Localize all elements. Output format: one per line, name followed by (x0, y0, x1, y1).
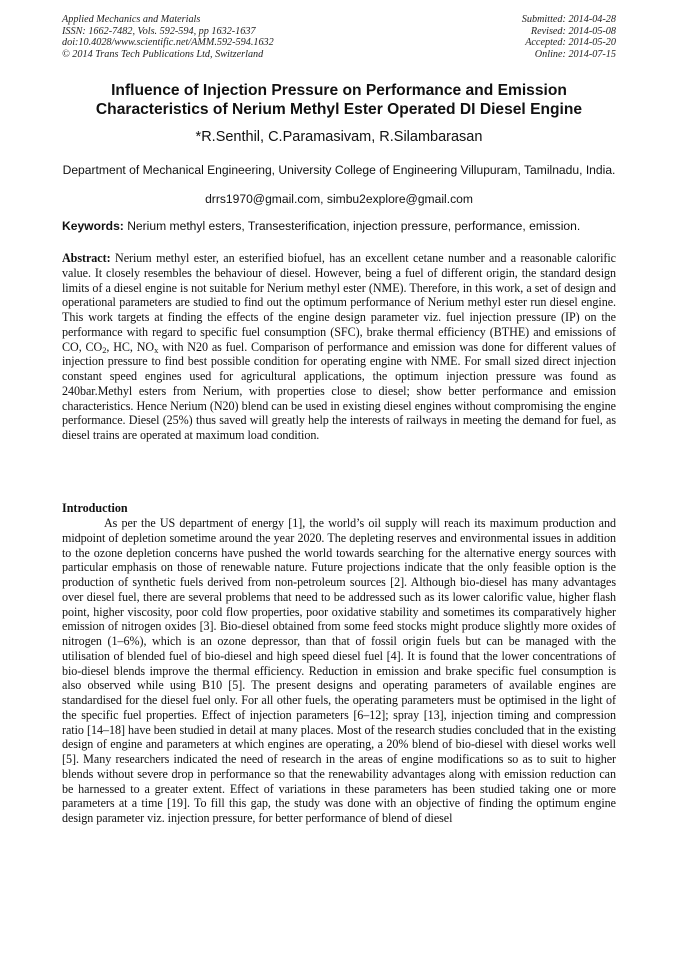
abstract-text-1: Nerium methyl ester, an esterified biofuel, has an excellent cetane number and a reasonable calorific value. It closely resembles the behaviour of diesel. However, being a fuel of different origin, the standard design limits of a diesel engine is not suitable for Nerium methyl ester (NME). Therefore, in this work, a set of design and operational parameters are studied to find out the optimum performance of Nerium methyl ester run diesel engine. This work targets at finding the effects of the engine design parameter viz. fuel injection pressure (IP) on the performance with regard to specific fuel consumption (SFC), brake thermal efficiency (BTHE) and emissions of CO, CO (62, 251, 616, 354)
author-emails: drrs1970@gmail.com, simbu2explore@gmail.com (205, 192, 473, 206)
date-accepted: Accepted: 2014-05-20 (525, 37, 616, 49)
paper-title (62, 81, 616, 119)
paper-title-line-1: Influence of Injection Pressure on Performance and Emission (111, 82, 567, 99)
keywords-text: Nerium methyl esters, Transesterification, injection pressure, performance, emission. (123, 219, 581, 233)
date-revised: Revised: 2014-05-08 (530, 25, 616, 37)
abstract-subscript-x: x (154, 344, 159, 355)
paper-authors: *R.Senthil, C.Paramasivam, R.Silambarasan (195, 129, 483, 145)
keywords-label: Keywords: (62, 219, 124, 233)
journal-name: Applied Mechanics and Materials (62, 14, 201, 25)
abstract (62, 251, 616, 443)
abstract-text-3: with N20 as fuel. Comparison of performance and emission was done for different values of injection pressure to find best possible condition for operating engine with NME. For small sized direct injection constant speed engines used for agricultural applications, the optimum injection pressure was found as 240bar.Methyl esters from Nerium, with properties close to diesel; show better performance and emission characteristics. Hence Nerium (N20) blend can be used in existing diesel engines without compromising the engine performance. Diesel (25%) thus saved will greatly help the interests of railways in meeting the demand for fuel, as diesel trains are operated at maximum load condition. (62, 339, 616, 442)
abstract-subscript-2: 2 (102, 344, 107, 355)
journal-info (62, 14, 274, 60)
publication-dates (522, 14, 616, 60)
date-online: Online: 2014-07-15 (534, 48, 616, 60)
journal-issn: ISSN: 1662-7482, Vols. 592-594, pp 1632-1637 (62, 25, 256, 37)
journal-copyright: © 2014 Trans Tech Publications Ltd, Switzerland (62, 48, 264, 60)
abstract-label: Abstract: (62, 251, 111, 265)
author-affiliation: Department of Mechanical Engineering, University College of Engineering Villupuram, Tamilnadu, India. (62, 163, 616, 177)
keywords (62, 219, 616, 234)
introduction-paragraph: As per the US department of energy [1], the world’s oil supply will reach its maximum production and midpoint of depletion sometime around the year 2020. The depleting reserves and environmental issues in addition to the ozone depletion concerns have pushed the world towards searching for the alternative energy sources with particular emphasis on those of renewable nature. Future projections indicate that the only feasible option is the production of synthetic fuels derived from non-petroleum sources [2]. Although bio-diesel has many advantages over diesel fuel, there are several problems that need to be addressed such as its lower calorific value, higher flash point, higher viscosity, poor cold flow properties, poor oxidative stability and sometimes its comparatively higher emission of nitrogen oxides [3]. Bio-diesel obtained from some feed stocks might produce slightly more oxides of nitrogen (1–6%), which is an ozone depressor, than that of fossil origin fuels but can be managed with the utilisation of blended fuel of bio-diesel and high speed diesel fuel [4]. It is found that the lower concentrations of bio-diesel blends improve the thermal efficiency. Reduction in emission and brake specific fuel consumption is also observed while using B10 [5]. The present designs and operating parameters of available engines are standardised for the diesel fuel only. For all other fuels, the operating parameters must be optimised in the light of the specific fuel properties. Effect of injection parameters [6–12]; spray [13], injection timing and compression ratio [14–18] have been studied in detail at many places. Most of the research studies concluded that in the existing design of engine and parameters at which engines are operating, a 20% blend of bio-diesel with diesel works well [5]. Many researchers indicated the need of research in the areas of engine modifications so as to suit to higher blends without severe drop in performance so that the renewability advantages along with emission reduction can be harnessed to a greater extent. Effect of variations in these parameters has been studied taking one or more parameters at a time [19]. To fill this gap, the study was done with an objective of finding the optimum engine design parameter viz. injection pressure, for better performance of blend of diesel (62, 516, 616, 825)
journal-doi: doi:10.4028/www.scientific.net/AMM.592-594.1632 (62, 37, 274, 49)
introduction-heading: Introduction (62, 501, 128, 515)
date-submitted: Submitted: 2014-04-28 (521, 14, 616, 25)
paper-title-line-2: Characteristics of Nerium Methyl Ester Operated DI Diesel Engine (95, 101, 583, 118)
abstract-text-2: , HC, NO (106, 339, 155, 354)
